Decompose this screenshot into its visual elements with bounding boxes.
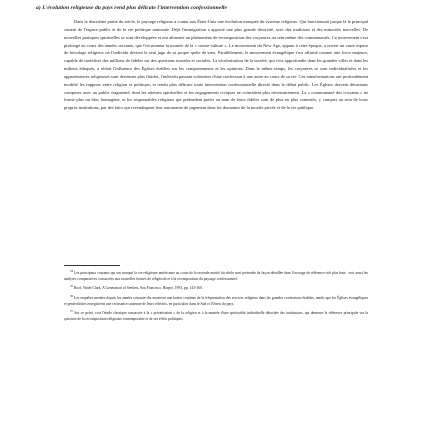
footnote: [64, 269, 368, 282]
footnote-text: Les principaux courants qui ont marqué la vie religieuse américaine au cours de la seconde moitié du siècle sont présentés de façon détaillée dans l'ouvrage de référence cité plus haut ; voir aussi les analyses comparatives consacrées aux nouvelles formes de religiosité et à la recomposition du paysage confessionnel.: [64, 271, 368, 281]
footnote-text: Roof, Wade Clark, A Generation of Seekers, San Francisco, Harper, 1993, pp. 143-160.: [73, 286, 203, 291]
footnote-number: 37: [70, 309, 73, 314]
footnote: [64, 294, 368, 307]
footnote-separator: [64, 265, 120, 266]
section-heading: a) L'évolution religieuse du pays rend plus délicate l'intervention confessionnelle: [36, 5, 228, 11]
footnote-text: Les enquêtes menées depuis les années soixante-dix montrent une baisse continue de la fréquentation des services religieux dans les grandes confessions établies, tandis que les Églises évangéliques et pentecôtistes enregistrent une croissance soutenue de leurs effectifs, en particulier dans le Sud et l'Ouest du pays.: [64, 296, 368, 306]
footnote-text: Sur ce point, voir l'étude classique consacrée à la « privatisation » de la religion et à la montée d'une spiritualité individuelle détachée des institutions, qui demeure la référence principale sur la question de la recomposition religieuse contemporaine et de ses effets politiques.: [64, 311, 369, 322]
footnote-number: 36: [70, 294, 73, 299]
footnote-number: 35: [70, 284, 73, 289]
footnote: [64, 309, 368, 322]
footnote: [64, 284, 368, 292]
body-paragraph: Dans la deuxième partie du siècle, le paysage religieux a connu aux États-Unis une évolution marquée du système religieux. Qui fonctionnait jusque là le principal ciment de l'espace public et de la vie politique nationale. Déjà l'immigration a apporté une plus grande diversité, avec des traditions et des minorités nouvelles. De nouvelles pratiques spirituelles se sont développées et ont alimenté un phénomène de recomposition des croyances au sein même des communautés. Ce mouvement s'est prolongé au cours des années soixante, que l'on nomme la montée de la « contre-culture ». Le mouvement du New Age, apparu à cette époque, a ouvert un vaste espace de bricolage religieux où l'individu devient le seul juge de sa propre quête de sens. Parallèlement, le mouvement évangélique s'est affirmé comme une force majeure, capable de mobiliser des millions de fidèles sur des questions morales et sociales. La sécularisation de la société, qui s'est approfondie dans les grandes villes et dans les milieux éduqués, a réduit l'influence des Églises établies sur les comportements et les opinions. Dans le même temps, les croyances se sont individualisées et les appartenances religieuses sont devenues plus fluides, l'individu passant volontiers d'une confession à une autre au cours de sa vie. Ces transformations ont profondément modifié les rapports entre religion et politique, et rendu plus délicate toute intervention confessionnelle directe dans le débat public. Les Églises doivent désormais composer avec un public fragmenté, dont les attentes spirituelles et les engagements civiques ne coïncident plus nécessairement. La « communauté des croyants » ne forme plus un bloc homogène, et les responsables religieux qui prétendent parler au nom de leurs fidèles sont de plus en plus contestés, y compris au sein de leurs propres institutions, par des laïcs qui revendiquent leur autonomie de jugement dans les domaines de la morale privée et de la vie publique.: [64, 19, 368, 111]
footnote-number: 34: [70, 269, 73, 273]
footnotes: [64, 269, 368, 325]
